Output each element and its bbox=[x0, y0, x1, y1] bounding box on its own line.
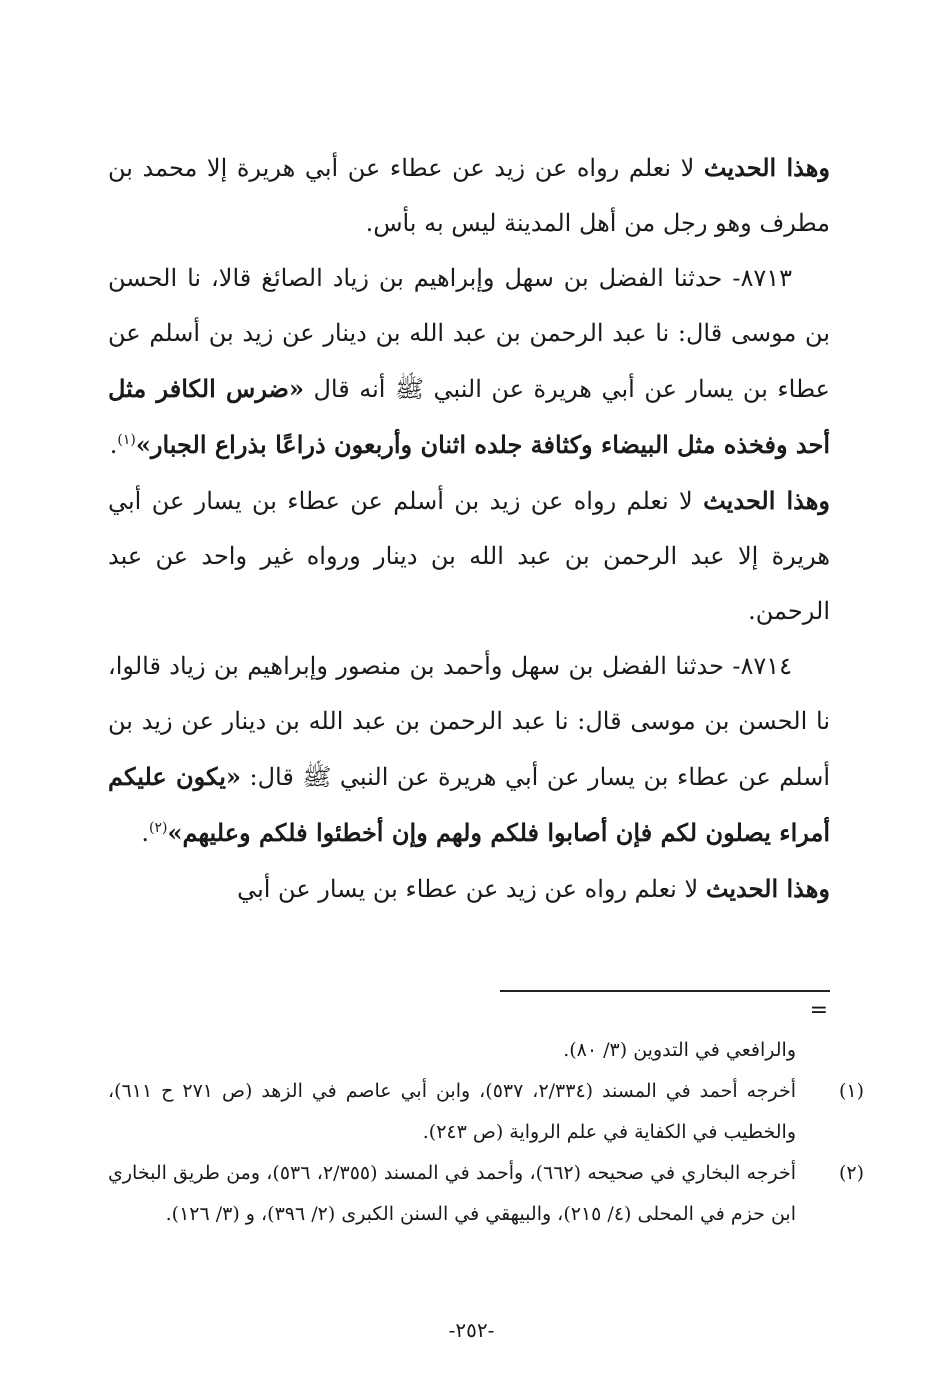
hadith-8713-isnad: ٨٧١٣- حدثنا الفضل بن سهل وإبراهيم بن زياد الصائغ قالا، نا الحسن بن موسى قال: نا عبد الرحمن بن عبد الله بن دينار عن زيد بن أسلم عن عطاء بن يسار عن أبي هريرة عن النبي ﷺ أنه قال bbox=[108, 264, 830, 403]
main-text bbox=[108, 140, 830, 917]
paragraph-3-text: لا نعلم رواه عن زيد بن أسلم عن عطاء بن يسار عن أبي هريرة إلا عبد الرحمن بن عبد الله بن دينار ورواه غير واحد عن عبد الرحمن. bbox=[108, 487, 830, 625]
footnote-continuation: والرافعي في التدوين (٣/ ٨٠). bbox=[563, 1039, 796, 1061]
footnote-2-number: (٢) bbox=[838, 1162, 865, 1184]
footnotes bbox=[108, 1030, 865, 1235]
footnote-divider-line bbox=[500, 990, 830, 992]
paragraph-5-lead: وهذا الحديث bbox=[705, 874, 830, 903]
footnote-1 bbox=[108, 1071, 865, 1153]
paragraph-5 bbox=[108, 861, 830, 917]
hadith-8713-end: . bbox=[109, 431, 118, 459]
footnote-1-number: (١) bbox=[838, 1080, 865, 1102]
paragraph-3 bbox=[108, 473, 830, 639]
footnote-ref-2[interactable]: (٢) bbox=[149, 820, 168, 836]
page-number: -٢٥٢- bbox=[448, 1318, 495, 1342]
hadith-8714-end: . bbox=[141, 819, 149, 847]
footnote-ref-1[interactable]: (١) bbox=[117, 432, 136, 448]
hadith-8714 bbox=[108, 639, 830, 861]
paragraph-1-lead: وهذا الحديث bbox=[703, 153, 831, 182]
hadith-8714-isnad: ٨٧١٤- حدثنا الفضل بن سهل وأحمد بن منصور وإبراهيم بن زياد قالوا، نا الحسن بن موسى قال: نا عبد الرحمن بن عبد الله بن دينار عن زيد بن أسلم عن عطاء بن يسار عن أبي هريرة عن النبي ﷺ قال: bbox=[108, 652, 831, 791]
continuation-mark: = bbox=[809, 998, 828, 1023]
hadith-8713-matn: «ضرس الكافر مثل أحد وفخذه مثل البيضاء وكثافة جلده اثنان وأربعون ذراعًا بذراع الجبار» bbox=[108, 374, 830, 459]
hadith-8714-matn: «يكون عليكم أمراء يصلون لكم فإن أصابوا فلكم ولهم وإن أخطئوا فلكم وعليهم» bbox=[108, 762, 830, 847]
paragraph-1-text: لا نعلم رواه عن زيد عن عطاء عن أبي هريرة إلا محمد بن مطرف وهو رجل من أهل المدينة ليس به بأس. bbox=[108, 154, 830, 237]
footnote-separator bbox=[108, 990, 830, 1023]
paragraph-5-text: لا نعلم رواه عن زيد عن عطاء بن يسار عن أبي bbox=[237, 875, 706, 903]
footnote-2 bbox=[108, 1153, 865, 1235]
paragraph-1 bbox=[108, 140, 830, 251]
footnote-2-text: أخرجه البخاري في صحيحه (٦٦٢)، وأحمد في المسند (٢/٣٥٥، ٥٣٦)، ومن طريق البخاري ابن حزم في المحلى (٤/ ٢١٥)، والبيهقي في السنن الكبرى (٢/ ٣٩٦)، و (٣/ ١٢٦). bbox=[108, 1162, 797, 1225]
paragraph-3-lead: وهذا الحديث bbox=[703, 486, 831, 515]
footnote-1-text: أخرجه أحمد في المسند (٢/٣٣٤، ٥٣٧)، وابن أبي عاصم في الزهد (ص ٢٧١ ح ٦١١)، والخطيب في الكفاية في علم الرواية (ص ٢٤٣). bbox=[108, 1080, 797, 1143]
hadith-8713 bbox=[108, 251, 830, 473]
